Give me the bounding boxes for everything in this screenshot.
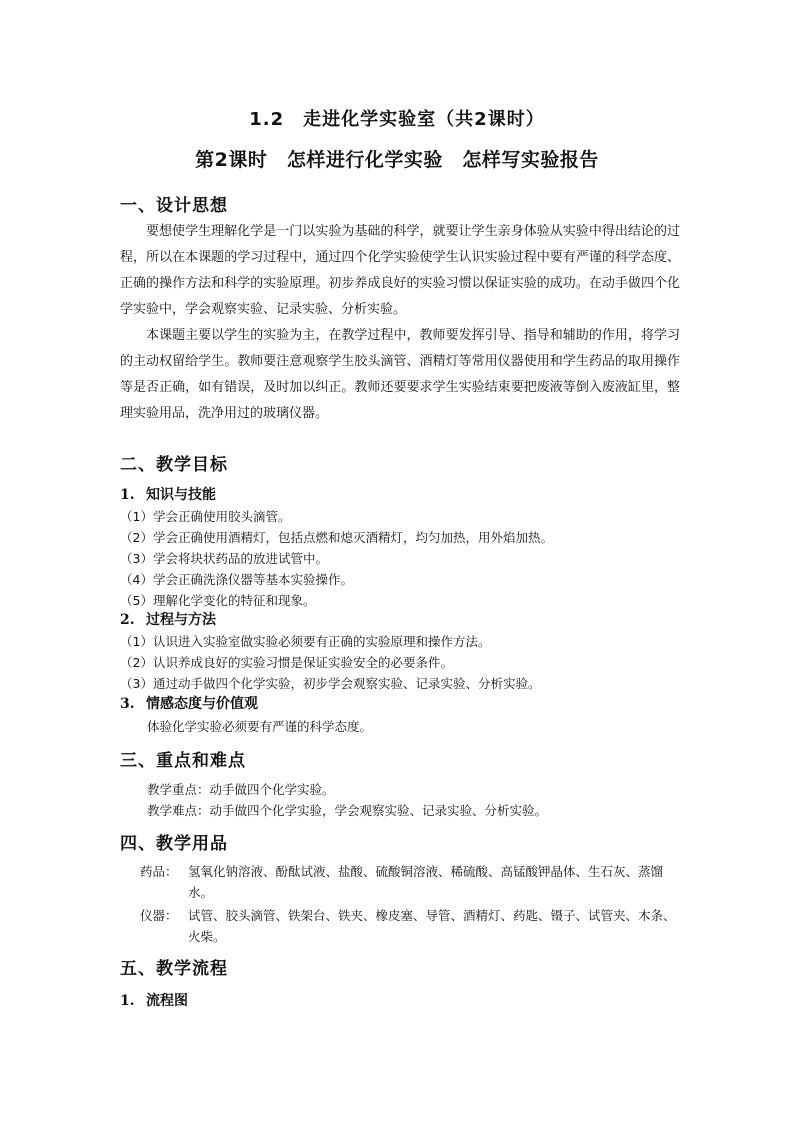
- attitude-text: 体验化学实验必须要有严谨的科学态度。: [147, 719, 373, 734]
- document-title: 1.2 走进化学实验室（共2课时）: [249, 109, 545, 130]
- knowledge-item: （4）学会正确洗涤仪器等基本实验操作。: [120, 572, 353, 587]
- objective-label: 知识与技能: [146, 487, 216, 503]
- design-paragraph-1: 要想使学生理解化学是一门以实验为基础的科学，就要让学生亲身体验从实验中得出结论的过程，所以在本课题的学习过程中，通过四个化学实验使学生认识实验过程中要有严谨的科学态度、正确的操作方法和科学的实验原理。初步养成良好的实验习惯以保证实验的成功。在动手做四个化学实验中，学会观察实验、记录实验、分析实验。: [120, 224, 680, 317]
- materials-drugs: [140, 861, 680, 903]
- instruments-text: 试管、胶头滴管、铁架台、铁夹、橡皮塞、导管、酒精灯、药匙、镊子、试管夹、木条、火柴。: [188, 908, 676, 944]
- objective-label: 情感态度与价值观: [146, 696, 258, 712]
- process-item: （2）认识养成良好的实验习惯是保证实验安全的必要条件。: [120, 655, 453, 670]
- objective-label: 过程与方法: [146, 612, 216, 628]
- key-point-text: 教学重点：动手做四个化学实验。: [147, 782, 335, 797]
- objective-number: 3.: [120, 696, 135, 712]
- flow-chart-heading: [120, 990, 188, 1010]
- section-heading-flow: 五、教学流程: [120, 959, 228, 979]
- section-heading-objectives: 二、教学目标: [120, 455, 228, 475]
- section-heading-materials: 四、教学用品: [120, 834, 228, 854]
- drugs-label: 药品：: [140, 864, 178, 879]
- objective-heading-process: [120, 609, 216, 629]
- objective-number: 1.: [120, 487, 135, 503]
- objective-heading-attitude: [120, 693, 258, 713]
- document-subtitle: 第2课时 怎样进行化学实验 怎样写实验报告: [195, 149, 599, 171]
- instruments-label: 仪器：: [140, 908, 178, 923]
- knowledge-item: （5）理解化学变化的特征和现象。: [120, 593, 316, 608]
- materials-instruments: [140, 905, 680, 947]
- process-item: （3）通过动手做四个化学实验，初步学会观察实验、记录实验、分析实验。: [120, 676, 541, 691]
- section-heading-key-points: 三、重点和难点: [120, 751, 246, 771]
- knowledge-item: （2）学会正确使用酒精灯，包括点燃和熄灭酒精灯，均匀加热，用外焰加热。: [120, 530, 553, 545]
- difficulty-text: 教学难点：动手做四个化学实验，学会观察实验、记录实验、分析实验。: [147, 803, 548, 818]
- objective-number: 2.: [120, 612, 135, 628]
- objective-heading-knowledge: [120, 484, 216, 504]
- design-paragraph-2: 本课题主要以学生的实验为主，在教学过程中，教师要发挥引导、指导和辅助的作用，将学习的主动权留给学生。教师要注意观察学生胶头滴管、酒精灯等常用仪器使用和学生药品的取用操作等是否正确，如有错误，及时加以纠正。教师还要要求学生实验结束要把废液等倒入废液缸里，整理实验用品，洗净用过的玻璃仪器。: [120, 328, 680, 421]
- knowledge-item: （3）学会将块状药品的放进试管中。: [120, 551, 328, 566]
- flow-number: 1.: [120, 993, 135, 1009]
- design-paragraphs: [120, 219, 680, 427]
- section-heading-design: 一、设计思想: [120, 196, 228, 216]
- flow-label: 流程图: [146, 993, 188, 1009]
- knowledge-item: （1）学会正确使用胶头滴管。: [120, 509, 291, 524]
- drugs-text: 氢氧化钠溶液、酚酞试液、盐酸、硫酸铜溶液、稀硫酸、高锰酸钾晶体、生石灰、蒸馏水。: [188, 864, 664, 900]
- process-item: （1）认识进入实验室做实验必须要有正确的实验原理和操作方法。: [120, 634, 491, 649]
